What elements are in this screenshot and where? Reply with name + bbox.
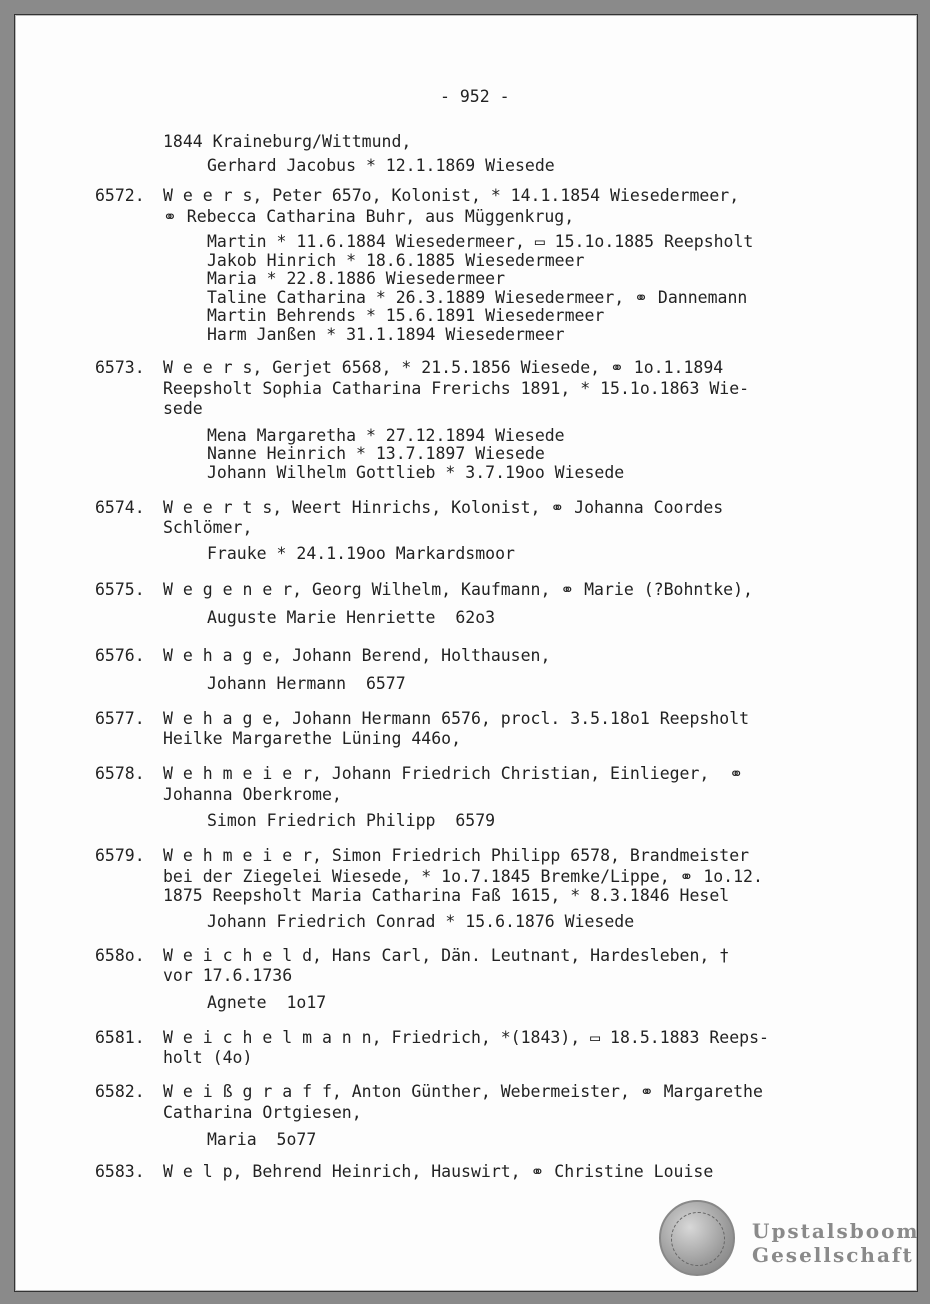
child-entry: Johann Hermann 6577: [207, 674, 406, 693]
entry-text: sede: [163, 399, 203, 418]
entry-number: 6583.: [95, 1162, 145, 1181]
child-entry: Harm Janßen * 31.1.1894 Wiesedermeer: [207, 325, 565, 344]
entry-number: 6581.: [95, 1028, 145, 1047]
entry-text: W e h a g e, Johann Berend, Holthausen,: [163, 646, 551, 665]
entry-number: 6578.: [95, 764, 145, 783]
entry-number: 658o.: [95, 946, 145, 965]
child-entry: Mena Margaretha * 27.12.1894 Wiesede: [207, 426, 565, 445]
entry-text: W e h m e i e r, Johann Friedrich Christian, Einlieger, ⚭: [163, 764, 744, 783]
entry-text: W e h a g e, Johann Hermann 6576, procl. 3.5.18o1 Reepsholt: [163, 709, 750, 728]
entry-text: holt (4o): [163, 1048, 253, 1067]
child-entry: Agnete 1o17: [207, 993, 327, 1012]
entry-number: 6575.: [95, 580, 145, 599]
entry-text: W e e r s, Gerjet 6568, * 21.5.1856 Wiesede, ⚭ 1o.1.1894: [163, 358, 724, 377]
entry-number: 6574.: [95, 498, 145, 517]
entry-number: 6579.: [95, 846, 145, 865]
entry-text: vor 17.6.1736: [163, 966, 293, 985]
child-entry: Maria * 22.8.1886 Wiesedermeer: [207, 269, 506, 288]
child-entry: Martin * 11.6.1884 Wiesedermeer, ▭ 15.1o.1885 Reepsholt: [207, 232, 754, 251]
child-entry: Maria 5o77: [207, 1130, 317, 1149]
child-entry: Auguste Marie Henriette 62o3: [207, 608, 496, 627]
entry-text: W e e r t s, Weert Hinrichs, Kolonist, ⚭ Johanna Coordes: [163, 498, 724, 517]
entry-text: Catharina Ortgiesen,: [163, 1103, 362, 1122]
entry-text: W e i ß g r a f f, Anton Günther, Webermeister, ⚭ Margarethe: [163, 1082, 763, 1101]
entry-number: 6573.: [95, 358, 145, 377]
entry-number: 6576.: [95, 646, 145, 665]
entry-text: W e l p, Behrend Heinrich, Hauswirt, ⚭ Christine Louise: [163, 1162, 714, 1181]
child-entry: Johann Friedrich Conrad * 15.6.1876 Wiesede: [207, 912, 635, 931]
document-page: [14, 14, 918, 1292]
entry-number: 6572.: [95, 186, 145, 205]
child-entry: Frauke * 24.1.19oo Markardsmoor: [207, 544, 515, 563]
page-text: [15, 15, 917, 1291]
entry-number: 6582.: [95, 1082, 145, 1101]
entry-text: Johanna Oberkrome,: [163, 785, 342, 804]
child-entry: Jakob Hinrich * 18.6.1885 Wiesedermeer: [207, 251, 585, 270]
entry-text: W e e r s, Peter 657o, Kolonist, * 14.1.1854 Wiesedermeer,: [163, 186, 740, 205]
entry-text: W e i c h e l d, Hans Carl, Dän. Leutnant, Hardesleben, †: [163, 946, 730, 965]
child-entry: Martin Behrends * 15.6.1891 Wiesedermeer: [207, 306, 605, 325]
child-entry: Gerhard Jacobus * 12.1.1869 Wiesede: [207, 156, 555, 175]
entry-number: 6577.: [95, 709, 145, 728]
entry-text: Schlömer,: [163, 518, 253, 537]
entry-text: Reepsholt Sophia Catharina Frerichs 1891, * 15.1o.1863 Wie-: [163, 379, 750, 398]
brand-line-2: Gesellschaft: [752, 1243, 914, 1267]
entry-text: Heilke Margarethe Lüning 446o,: [163, 729, 462, 748]
child-entry: Taline Catharina * 26.3.1889 Wiesedermeer, ⚭ Dannemann: [207, 288, 748, 307]
child-entry: Nanne Heinrich * 13.7.1897 Wiesede: [207, 444, 545, 463]
brand-line-1: Upstalsboom: [752, 1219, 920, 1243]
child-entry: Johann Wilhelm Gottlieb * 3.7.19oo Wiesede: [207, 463, 625, 482]
entry-text: 1844 Kraineburg/Wittmund,: [163, 132, 412, 151]
entry-text: W e g e n e r, Georg Wilhelm, Kaufmann, ⚭ Marie (?Bohntke),: [163, 580, 753, 599]
entry-text: ⚭ Rebecca Catharina Buhr, aus Müggenkrug,: [163, 207, 575, 226]
child-entry: Simon Friedrich Philipp 6579: [207, 811, 496, 830]
entry-text: 1875 Reepsholt Maria Catharina Faß 1615, * 8.3.1846 Hesel: [163, 886, 730, 905]
entry-text: W e h m e i e r, Simon Friedrich Philipp 6578, Brandmeister: [163, 846, 750, 865]
page-number: - 952 -: [440, 87, 510, 106]
entry-text: W e i c h e l m a n n, Friedrich, *(1843), ▭ 18.5.1883 Reeps-: [163, 1028, 769, 1047]
entry-text: bei der Ziegelei Wiesede, * 1o.7.1845 Bremke/Lippe, ⚭ 1o.12.: [163, 867, 763, 886]
society-seal-icon: [659, 1200, 735, 1276]
